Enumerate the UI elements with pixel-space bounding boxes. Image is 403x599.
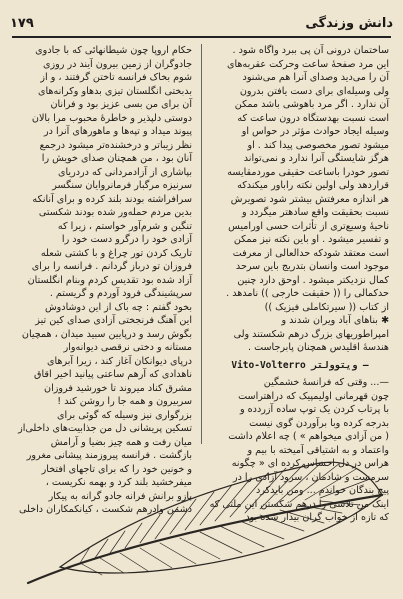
feather-barbs (80, 462, 370, 575)
right-text-line: ( من آزادی میخواهم » ) چه اعلام داشت (228, 431, 389, 442)
page-number: ۱۷۹ (10, 15, 34, 31)
left-text-line: دشمن وادرهم شکست ، کیانکمکاران داخلی (19, 504, 192, 515)
left-paragraph-1 (14, 44, 192, 517)
left-text-line: میان رفت و همه چیز بضیا و آرامش (50, 436, 192, 448)
left-text-line: نظر زیباتر و درخشنده‌تر میشود درجمع (39, 139, 192, 151)
running-title: دانش وزندگی (305, 15, 393, 31)
left-text-line: و خونین خود را که برای تاجهای افتخار (41, 463, 192, 475)
right-text-line: این مرد صفحهٔ ساعت وحرکت عقربه‌های (226, 58, 389, 70)
right-text-line: آن ندارد . اگر مرد باهوشی باشد ممکن (234, 99, 389, 110)
left-text-line: مشرق کناد میروند تا خورشید فروزان (44, 382, 192, 394)
author-signature: Vito-Volterro ویتوولتر — (231, 359, 369, 371)
left-text-line: ناهدادی که آرهم ساعتی پیانید اخیر اقاق (34, 369, 192, 380)
right-bullet-line: ✱ بناهای آباد ویران شدند و (211, 314, 389, 328)
left-text-line: مستانه و دختی نرقصی دیوانه‌وار (63, 342, 192, 353)
left-text-line: تسکین پریشانی دل من جذابیت‌های داخلی‌از (18, 423, 192, 434)
right-text-line: نسبت بحقیقت واقع سادهتر میگردد و (242, 207, 389, 218)
right-text-line: هندسهٔ اقلیدس همچنان پابرجاست . (247, 342, 389, 353)
left-text-line: بدبختی انگلستان تیزی بدهاو وکرانه‌های (37, 85, 192, 97)
right-text-line: وسیله ایجاد حوادث مؤثر در حواس او (241, 126, 389, 137)
left-text-line: بخود گفتم : چه باک از این دوشادوش (44, 301, 192, 313)
right-text-line: است معتقد شودکه حدالعالی از معرفت (232, 247, 389, 259)
right-text-line: سرمست و شادمان ، سرود آزادی را در (232, 471, 389, 483)
left-text-line: درپای دیوانکان آغاز کند ، زیرا آبرهای (46, 355, 192, 367)
right-text-line: و تفسیر میشود . او باین نکته نیز ممکن (233, 234, 389, 245)
right-text-line: واعتماد و به اشتیاقی آمیخته با بیم و (247, 444, 389, 456)
left-column (14, 44, 192, 515)
header-rule (12, 36, 391, 38)
left-text-line: آنان بود ، من همچنان صدای خویش را (41, 153, 192, 164)
left-text-line: بزرگواری نیز وسیله که گوئی برای (57, 409, 192, 421)
right-text-line: چون قهرمانی اولیمپیک که دراهتراست (238, 390, 389, 402)
right-text-line: تصور خودرا باساعت حقیقی موردمقایسه (227, 166, 389, 178)
right-text-line: ساختمان درونی آن پی ببرد واگاه شود . (232, 45, 389, 56)
feather-quill (28, 495, 382, 583)
right-paragraph-1 (211, 44, 389, 314)
left-text-line: جادوگران از زمین بیرون آیند در روزی (42, 58, 192, 70)
right-text-line: ولی وسیله‌ای برای دست یافتن بدرون (239, 85, 389, 97)
left-text-line: شوم بخاک فرانسه تاختن گرفتند ، و از (40, 72, 192, 83)
right-text-line: هراس در دل احساس کرده ای « چگونه (231, 458, 389, 469)
right-text-line: حدکمالی را (( حقیقت خارجی )) نامدهد . (226, 288, 389, 299)
left-text-line: بدین مردم حمله‌ور شده بودند شکستی (38, 207, 192, 218)
left-text-line: این آهنگ فرنجختی آزادی صدای کین تیز (35, 315, 192, 326)
left-text-line: بازگشت . فرانسه پیروزمند پیشانی مغرور (26, 450, 192, 461)
left-text-line: بازو برانش فرانه جادو گرانه به پیکار (48, 490, 192, 502)
left-text-line: پیوند میداد و تپه‌ها و ماهورهای آنرا در (44, 126, 192, 137)
left-text-line: دوستی دلپذیر و خاطرهٔ محبوب مرا بالان (31, 112, 192, 124)
right-text-line: با پرتاب کردن یک توپ ساده آزردده و (239, 404, 389, 415)
feather-vane-outline (60, 462, 382, 573)
left-text-line: بگوش رسد و درپایین سبید میدان ، همچیان (21, 328, 192, 340)
left-text-line: فروزان تو درباز گردانم . فرانسه را برای (31, 261, 192, 272)
right-text-line: از کتاب (( سیرتکاملی فیزیک )) (264, 301, 389, 313)
right-text-line: موجود است وانسان بتدریج باین سرحد (235, 261, 389, 272)
left-text-line: سرنیزه مرگبار فرمانروایان سنگسر (52, 180, 192, 191)
right-text-line: کمال نزدیکتر میشود . اوحق دارد چنین (237, 274, 389, 286)
right-text-line: امپراطوریهای بزرگ درهم شکستند ولی (233, 328, 389, 340)
right-text-line: بدرجه کرده وبا برآوردن گوی نیست (249, 417, 389, 429)
left-text-line: سربیرون و همه جا را روشن کند ! (57, 396, 192, 407)
right-text-line: که تازه از خواب گران بیدار شده بود (245, 512, 389, 523)
left-text-line: آزاد شده بود تقدیس کردم وبنام انگلستان (27, 274, 192, 286)
left-text-line: آن برای من بسی عزیز بود و فرانان (50, 99, 192, 110)
right-text-line: هرگز شایستگی آنرا ندارد و نمی‌تواند (243, 153, 389, 164)
left-text-line: سرافراشته بودند بلند کرده و برای آنانکه (32, 193, 192, 205)
feather-illustration (20, 455, 390, 590)
right-text-line: اینک من تلاشی را درهم شکستن این ملتی که (209, 498, 389, 510)
left-text-line: بپاشاری از آزادمردانی که دردریای (58, 166, 192, 178)
right-text-line: ناحیهٔ وسیع‌تری از تأثرات حسی اورامیس (228, 220, 389, 232)
left-text-line: آزادی خود را درگرو دست خود را (61, 234, 192, 245)
right-paragraph-2 (211, 328, 389, 355)
right-text-line: آن را می‌دید وصدای آنرا هم می‌شنود (242, 72, 389, 83)
column-divider (201, 44, 202, 444)
page-header (10, 12, 393, 34)
left-text-line: تنگین و شرم‌آور خواستم ، زیرا که (57, 220, 192, 232)
left-text-line: حکام اروپا چون شیطانهائی که با جادوی (35, 45, 192, 56)
left-text-line: تاریک کردن تور چراغ و با کشتی شعله (40, 247, 192, 259)
left-text-line: میفرخشید بلند کرد و بهمه نکریست ، (45, 477, 192, 488)
right-text-line: پیچ بندگان خواندم ... ومن بایدکرد (256, 485, 389, 496)
right-text-line: هر اندازه معرفتش بیشتر شود تصویرش (230, 193, 389, 205)
right-text-line: قراردهد ولی اولین نکته راباور میکندکه (237, 180, 389, 191)
right-text-line: —... وقتی که فرانسهٔ خشمگین (263, 377, 389, 388)
left-text-line: سرپشیندگی فرود آوردم و گریستم . (49, 288, 192, 299)
right-text-line: است نسبت بهدستگاه درون ساعت که (237, 112, 389, 124)
right-text-line: میشود تصور مخصوصی پیدا کند . او (247, 139, 389, 151)
